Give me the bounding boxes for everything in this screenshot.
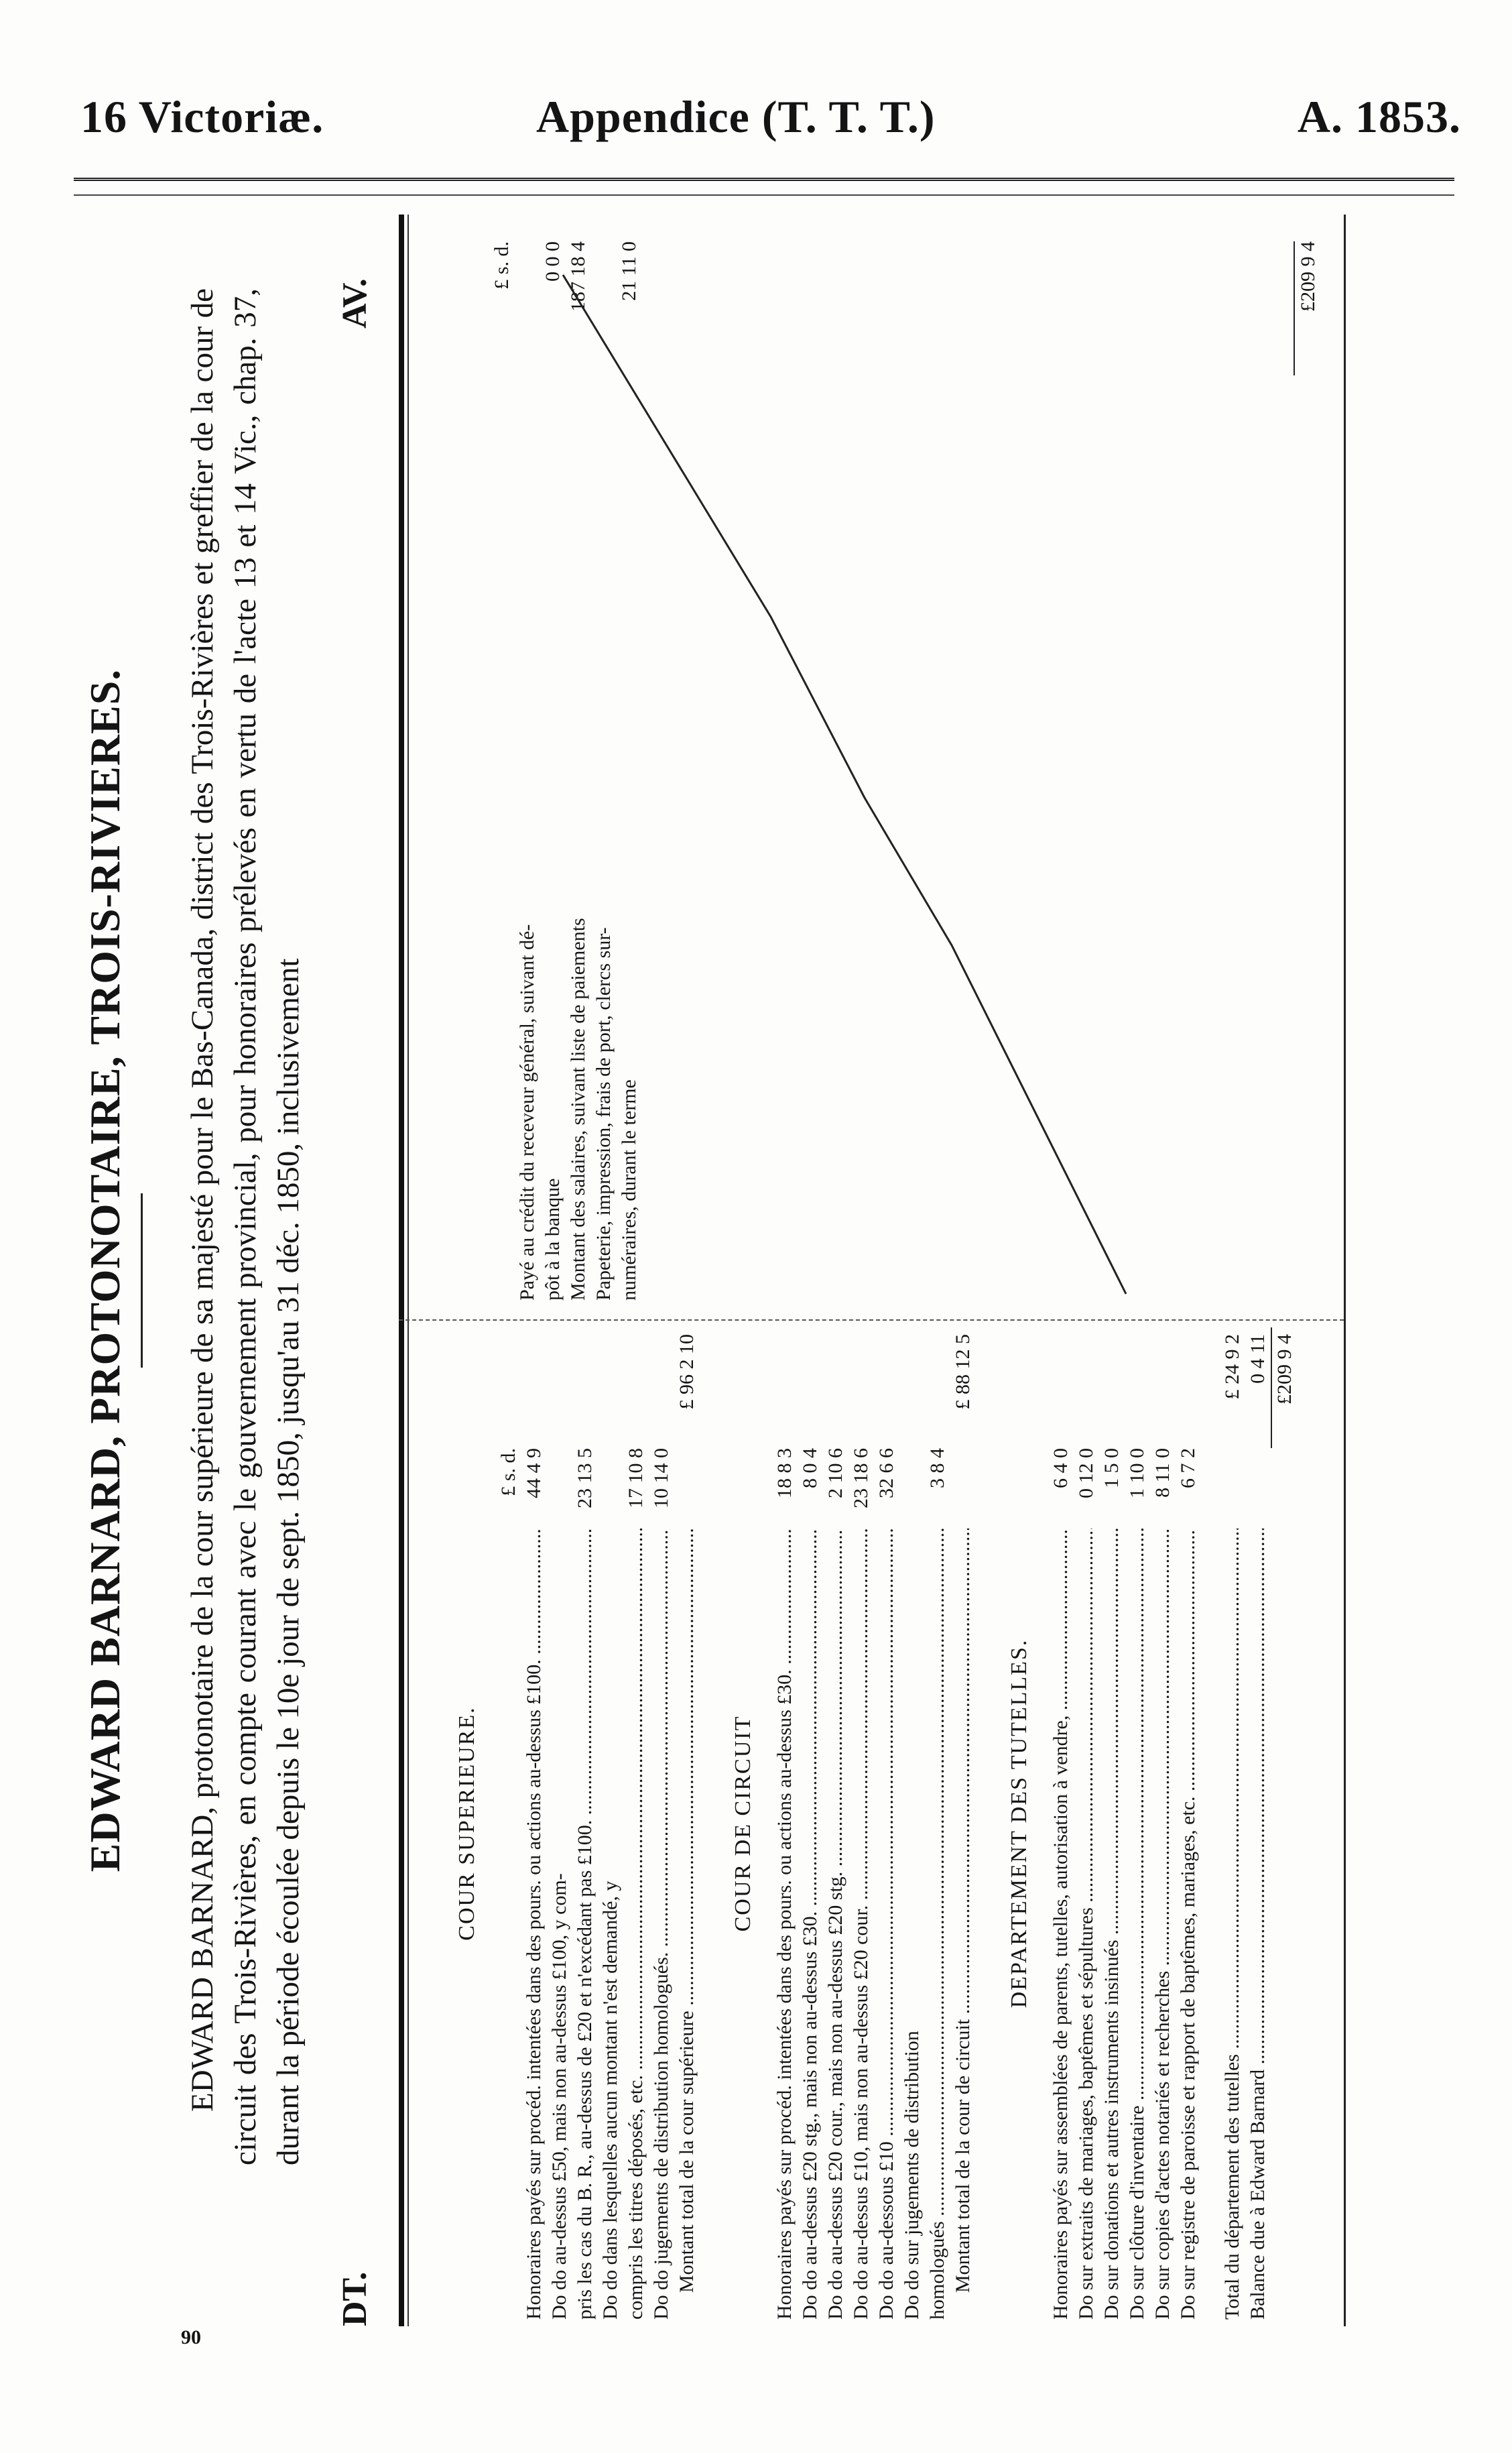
credit-line-label: pôt à la banque [542, 1178, 564, 1301]
balance-value: 0 4 11 [1247, 1334, 1269, 1384]
rotated-account-page [80, 215, 1367, 2326]
currency-header: £ s. d. [491, 241, 513, 290]
total-value: £ 88 12 5 [952, 1334, 974, 1410]
tutelles-line-label: Honoraires payés sur assemblées de parents, tutelles, autorisation à vendre, ..... [1048, 1529, 1074, 2320]
table-top-rule-thin [407, 215, 409, 2326]
header-session: 16 Victoriæ. [80, 91, 324, 142]
intro-paragraph: EDWARD BARNARD, protonotaire de la cour supérieure de sa majesté pour le Bas-Canada, district des Trois-Rivières et greffier de la cour de circuit des Trois-Rivières, en compte courant avec le gouvernement provincial, pour honoraires prélevés en vertu de l'acte 13 et 14 Vic., chap. 37, durant la période écoulée depuis le 10e jour de sept. 1850, jusqu'au 31 déc. 1850, inclusivement [185, 288, 306, 2165]
cour-circuit-line-label: homologués ..... [925, 1529, 950, 2320]
debit-label: DT. [336, 2271, 374, 2326]
tutelles-line-label: Do sur registre de paroisse et rapport de baptêmes, mariages, etc. ..... [1176, 1529, 1201, 2320]
cour-circuit-line-amount: 8 0 4 [799, 1448, 821, 1488]
credit-line-label: numéraires, durant le terme [618, 1079, 640, 1301]
cour-circuit-line-amount: 23 18 6 [850, 1448, 872, 1508]
cour-superieure-line-amount: 23 13 5 [574, 1448, 596, 1508]
tutelles-line-row [1176, 1327, 1201, 2320]
grand-total-row [1271, 1327, 1298, 1448]
tutelles-line-amount: 1 5 0 [1100, 1448, 1123, 1488]
tutelles-line-row [1150, 1327, 1176, 2320]
cour-superieure-line-label: Honoraires payés sur procéd. intentées dans des pours. ou actions au-dessus £100. ..... [521, 1529, 547, 2320]
currency-header-row [496, 1327, 521, 2320]
cour-superieure-line-row [649, 1327, 674, 2320]
header-year: A. 1853. [1297, 91, 1461, 142]
cour-superieure-line-amount: 44 4 9 [523, 1448, 545, 1498]
cour-circuit-line-label: Do do au-dessus £20 stg., mais non au-dessus £30. ..... [798, 1529, 823, 2320]
grand-total-debit: £209 9 4 [1273, 1334, 1296, 1404]
cour-superieure-line-row [572, 1327, 598, 2320]
tutelles-line-label: Do sur donations et autres instruments insinués ..... [1099, 1529, 1125, 2320]
cour-circuit-line-row [899, 1327, 925, 2320]
cour-superieure-line-label: Do do au-dessus £50, mais non au-dessus £100, y com- [548, 1873, 570, 2320]
cour-superieure-line-label: compris les titres déposés, etc. ..... [623, 1529, 649, 2320]
section-title-cour-circuit: COUR DE CIRCUIT [731, 1715, 755, 1932]
tutelles-line-row [1099, 1327, 1125, 2320]
balance-row [1245, 1327, 1271, 2320]
page-number: 90 [181, 2326, 201, 2348]
tutelles-line-row [1125, 1327, 1150, 2320]
cour-circuit-line-row [798, 1327, 823, 2320]
cour-circuit-line-label: Do do au-dessus £20 cour., mais non au-dessus £20 stg. ..... [823, 1529, 848, 2320]
cour-circuit-line-label: Honoraires payés sur procéd. intentées dans des pours. ou actions au-dessus £30. ..... [772, 1529, 798, 2320]
balance-label: Balance due à Edward Barnard ..... [1245, 1529, 1271, 2320]
tutelles-line-amount: 6 4 0 [1050, 1448, 1072, 1488]
grand-total-credit: £209 9 4 [1297, 241, 1319, 312]
cour-circuit-line-row [848, 1327, 874, 2320]
tutelles-line-label: Do sur clôture d'inventaire ..... [1125, 1529, 1150, 2320]
cour-circuit-line-label: Do do au-dessus £10, mais non au-dessus £20 cour. ..... [848, 1529, 874, 2320]
cour-superieure-line-amount: 17 10 8 [625, 1448, 647, 1508]
currency-header-row [489, 228, 515, 1301]
credit-line-amount: 21 11 0 [618, 241, 640, 301]
diagonal-cancel-stroke [563, 275, 1126, 1294]
cour-circuit-line-row [925, 1327, 950, 2320]
tutelles-line-amount: 6 7 2 [1177, 1448, 1199, 1488]
cour-circuit-line-amount: 3 8 4 [926, 1448, 948, 1488]
table-top-rule [399, 215, 404, 2326]
credit-total-rule [1294, 241, 1295, 375]
credit-line-row [515, 228, 540, 1301]
tutelles-line-label: Do sur extraits de mariages, baptêmes et sépultures ..... [1074, 1529, 1099, 2320]
total-row [950, 1327, 976, 2320]
total-label: Total du département des tutelles ..... [1220, 1529, 1245, 2320]
page-header [67, 91, 1461, 158]
tutelles-line-row [1048, 1327, 1074, 2320]
section-title-tutelles: DEPARTEMENT DES TUTELLES. [1007, 1638, 1031, 2009]
cancel-line [550, 235, 1139, 1321]
title-underline [141, 1193, 143, 1368]
cour-circuit-line-row [874, 1327, 899, 2320]
tutelles-line-label: Do sur copies d'actes notariés et recherches ..... [1150, 1529, 1176, 2320]
cour-circuit-line-row [772, 1327, 798, 2320]
cour-superieure-line-amount: 10 14 0 [650, 1448, 672, 1508]
cour-superieure-line-label: Do do jugements de distribution homologués. ..... [649, 1529, 674, 2320]
credit-line-amount: 0 0 0 [542, 241, 564, 282]
credit-label: AV. [336, 278, 374, 328]
cour-circuit-line-label: Do do au-dessous £10 ..... [874, 1529, 899, 2320]
document-title: EDWARD BARNARD, PROTONOTAIRE, TROIS-RIVIERES. [81, 668, 129, 1872]
cour-circuit-line-amount: 32 6 6 [875, 1448, 897, 1498]
cour-circuit-line-row [823, 1327, 848, 2320]
cour-superieure-line-row [623, 1327, 649, 2320]
currency-header: £ s. d. [497, 1448, 519, 1496]
header-rule [74, 178, 1454, 181]
total-row [1220, 1327, 1245, 2320]
debit-column [442, 1327, 1298, 2320]
credit-line-amount: 187 18 4 [567, 241, 589, 312]
tutelles-line-amount: 1 10 0 [1126, 1448, 1148, 1498]
total-label: Montant total de la cour de circuit ..... [950, 1529, 976, 2320]
credit-line-label: Payé au crédit du receveur général, suivant dé- [516, 924, 538, 1301]
total-value: £ 96 2 10 [676, 1334, 698, 1410]
cour-circuit-line-amount: 2 10 6 [824, 1448, 846, 1498]
total-label: Montant total de la cour supérieure ..... [674, 1529, 700, 2320]
total-value: £ 24 9 2 [1221, 1334, 1243, 1400]
header-rule-thin [74, 194, 1454, 196]
cour-circuit-line-label: Do do sur jugements de distribution [901, 2031, 923, 2320]
tutelles-line-amount: 8 11 0 [1151, 1448, 1174, 1498]
table-bottom-rule [1344, 215, 1346, 2326]
cour-superieure-line-label: Do do dans lesquelles aucun montant n'est demandé, y [599, 1880, 621, 2320]
credit-line-label: Montant des salaires, suivant liste de paiements [567, 918, 589, 1301]
cour-superieure-line-row [598, 1327, 623, 2320]
header-appendix: Appendice (T. T. T.) [536, 91, 936, 142]
cour-superieure-line-row [521, 1327, 547, 2320]
tutelles-line-row [1074, 1327, 1099, 2320]
total-row [674, 1327, 700, 2320]
section-title-cour-superieure: COUR SUPERIEURE. [454, 1706, 479, 1941]
cour-superieure-line-row [547, 1327, 572, 2320]
cour-superieure-line-label: pris les cas du B. R., au-dessus de £20 et n'excédant pas £100. ..... [572, 1529, 598, 2320]
tutelles-line-amount: 0 12 0 [1075, 1448, 1097, 1498]
credit-line-label: Papeterie, impression, frais de port, clercs sur- [592, 927, 615, 1301]
cour-circuit-line-amount: 18 8 3 [773, 1448, 796, 1498]
